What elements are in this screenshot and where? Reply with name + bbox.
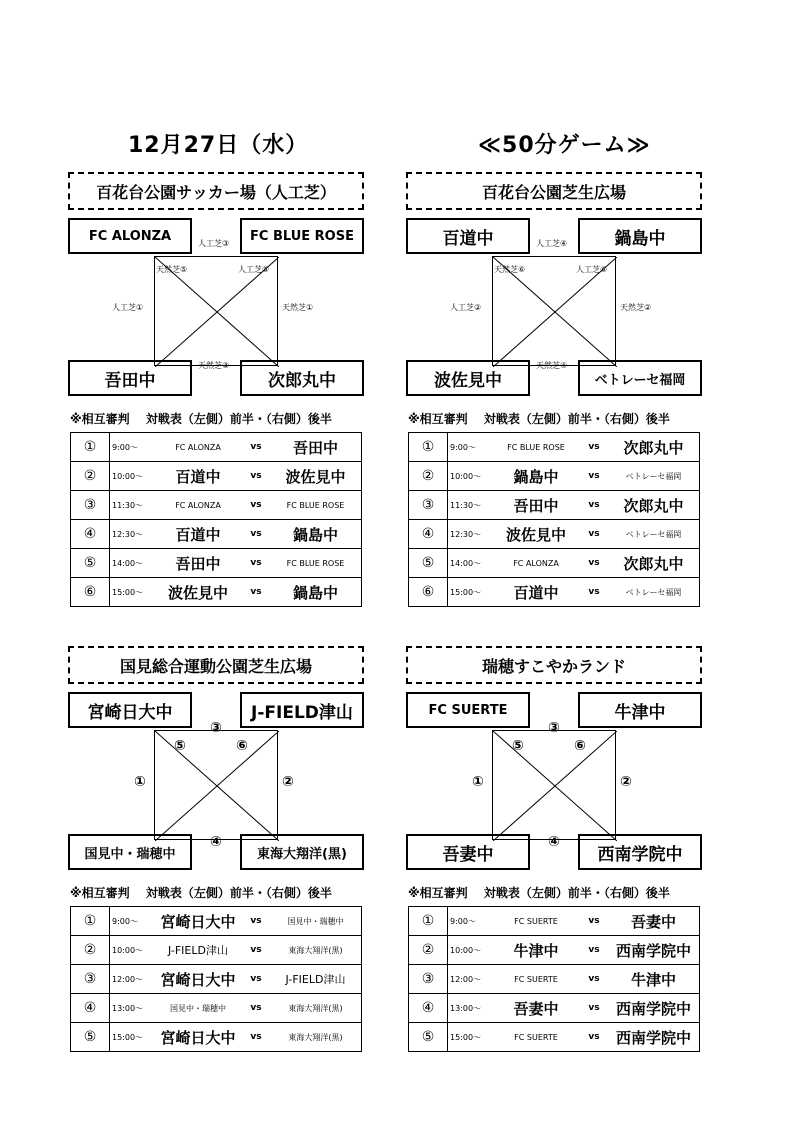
vs-label: vs	[242, 578, 270, 607]
table-row	[71, 433, 362, 462]
home-team: 波佐見中	[154, 578, 242, 607]
away-team: J-FIELD津山	[270, 965, 362, 994]
team-box-top-left: FC SUERTE	[406, 692, 530, 728]
away-team: 鍋島中	[270, 520, 362, 549]
away-team: 西南学院中	[608, 994, 700, 1023]
vs-label: vs	[242, 1023, 270, 1052]
vs-label: vs	[580, 936, 608, 965]
kickoff-time: 15:00～	[448, 578, 493, 607]
match-number: ⑤	[71, 549, 110, 578]
vs-label: vs	[580, 549, 608, 578]
table-row	[409, 462, 700, 491]
away-team: 国見中・瑞穂中	[270, 907, 362, 936]
match-number: ③	[71, 965, 110, 994]
team-box-bottom-left: 吾妻中	[406, 834, 530, 870]
match-number: ⑤	[409, 1023, 448, 1052]
home-team: 宮崎日大中	[154, 1023, 242, 1052]
home-team: 鍋島中	[492, 462, 580, 491]
team-box-top-left: 百道中	[406, 218, 530, 254]
referee-note: ※相互審判 対戦表（左側）前半・（右側）後半	[70, 412, 332, 426]
home-team: FC ALONZA	[154, 491, 242, 520]
game-label-diag-right: ⑥	[574, 738, 586, 754]
kickoff-time: 15:00～	[110, 578, 155, 607]
table-row	[409, 936, 700, 965]
game-label-diag-right: 人工芝⑥	[576, 265, 608, 274]
kickoff-time: 12:00～	[448, 965, 493, 994]
match-number: ②	[409, 462, 448, 491]
home-team: 吾妻中	[492, 994, 580, 1023]
game-label-diag-left: ⑤	[512, 738, 524, 754]
away-team: 次郎丸中	[608, 433, 700, 462]
match-number: ②	[71, 462, 110, 491]
game-label-right: 天然芝②	[620, 303, 652, 312]
away-team: ベトレーセ福岡	[608, 462, 700, 491]
home-team: 宮崎日大中	[154, 907, 242, 936]
kickoff-time: 13:00～	[110, 994, 155, 1023]
away-team: 西南学院中	[608, 1023, 700, 1052]
kickoff-time: 11:30～	[110, 491, 155, 520]
team-box-top-right: J-FIELD津山	[240, 692, 364, 728]
home-team: 宮崎日大中	[154, 965, 242, 994]
vs-label: vs	[580, 520, 608, 549]
table-row	[409, 1023, 700, 1052]
home-team: 吾田中	[492, 491, 580, 520]
match-number: ②	[409, 936, 448, 965]
table-row	[71, 520, 362, 549]
away-team: 吾田中	[270, 433, 362, 462]
match-number: ④	[71, 994, 110, 1023]
team-box-top-left: FC ALONZA	[68, 218, 192, 254]
game-label-diag-left: 天然芝⑥	[494, 265, 526, 274]
game-label-top: ③	[548, 720, 560, 736]
vs-label: vs	[580, 578, 608, 607]
away-team: ベトレーセ福岡	[608, 578, 700, 607]
team-box-top-right: 牛津中	[578, 692, 702, 728]
date-heading: 12月27日（水）	[128, 133, 309, 158]
table-row	[409, 549, 700, 578]
table-row	[409, 907, 700, 936]
match-number: ⑤	[71, 1023, 110, 1052]
game-label-left: 人工芝①	[112, 303, 144, 312]
vs-label: vs	[580, 907, 608, 936]
referee-note: ※相互審判 対戦表（左側）前半・（右側）後半	[70, 886, 332, 900]
home-team: FC SUERTE	[492, 965, 580, 994]
team-box-top-left: 宮崎日大中	[68, 692, 192, 728]
match-number: ④	[71, 520, 110, 549]
vs-label: vs	[242, 936, 270, 965]
kickoff-time: 9:00～	[110, 433, 155, 462]
kickoff-time: 10:00～	[448, 462, 493, 491]
kickoff-time: 9:00～	[448, 907, 493, 936]
match-number: ①	[71, 907, 110, 936]
away-team: FC BLUE ROSE	[270, 549, 362, 578]
away-team: 東海大翔洋(黒)	[270, 994, 362, 1023]
team-box-bottom-left: 国見中・瑞穂中	[68, 834, 192, 870]
vs-label: vs	[580, 491, 608, 520]
match-diagram	[492, 730, 616, 840]
match-number: ①	[409, 433, 448, 462]
away-team: 次郎丸中	[608, 549, 700, 578]
schedule-table	[408, 432, 700, 607]
away-team: 東海大翔洋(黒)	[270, 936, 362, 965]
table-row	[409, 578, 700, 607]
away-team: 鍋島中	[270, 578, 362, 607]
vs-label: vs	[242, 520, 270, 549]
away-team: 西南学院中	[608, 936, 700, 965]
kickoff-time: 14:00～	[110, 549, 155, 578]
match-number: ③	[71, 491, 110, 520]
table-row	[409, 491, 700, 520]
team-box-bottom-left: 波佐見中	[406, 360, 530, 396]
vs-label: vs	[242, 994, 270, 1023]
venue-title: 百花台公園サッカー場（人工芝）	[68, 172, 364, 210]
game-label-bottom: 天然芝③	[198, 361, 230, 370]
home-team: FC ALONZA	[492, 549, 580, 578]
table-row	[71, 549, 362, 578]
game-label-right: 天然芝①	[282, 303, 314, 312]
vs-label: vs	[242, 462, 270, 491]
home-team: FC SUERTE	[492, 1023, 580, 1052]
team-box-bottom-left: 吾田中	[68, 360, 192, 396]
home-team: 国見中・瑞穂中	[154, 994, 242, 1023]
vs-label: vs	[242, 433, 270, 462]
referee-note: ※相互審判 対戦表（左側）前半・（右側）後半	[408, 412, 670, 426]
table-row	[409, 965, 700, 994]
vs-label: vs	[242, 491, 270, 520]
vs-label: vs	[580, 462, 608, 491]
home-team: 百道中	[492, 578, 580, 607]
table-row	[71, 994, 362, 1023]
kickoff-time: 10:00～	[110, 936, 155, 965]
table-row	[71, 965, 362, 994]
game-label-left: 人工芝②	[450, 303, 482, 312]
match-number: ④	[409, 994, 448, 1023]
away-team: ベトレーセ福岡	[608, 520, 700, 549]
game-label-bottom: ④	[210, 834, 222, 850]
home-team: 牛津中	[492, 936, 580, 965]
home-team: FC BLUE ROSE	[492, 433, 580, 462]
table-row	[409, 433, 700, 462]
vs-label: vs	[580, 1023, 608, 1052]
kickoff-time: 12:30～	[448, 520, 493, 549]
match-number: ①	[409, 907, 448, 936]
kickoff-time: 12:00～	[110, 965, 155, 994]
game-label-top: 人工芝③	[198, 239, 230, 248]
kickoff-time: 12:30～	[110, 520, 155, 549]
venue-title: 国見総合運動公園芝生広場	[68, 646, 364, 684]
match-number: ①	[71, 433, 110, 462]
game-label-top: 人工芝④	[536, 239, 568, 248]
venue-title: 瑞穂すこやかランド	[406, 646, 702, 684]
match-number: ⑥	[409, 578, 448, 607]
kickoff-time: 15:00～	[110, 1023, 155, 1052]
kickoff-time: 13:00～	[448, 994, 493, 1023]
match-number: ③	[409, 491, 448, 520]
team-box-top-right: 鍋島中	[578, 218, 702, 254]
kickoff-time: 10:00～	[448, 936, 493, 965]
schedule-table	[408, 906, 700, 1052]
game-label-right: ②	[282, 774, 294, 790]
match-number: ⑤	[409, 549, 448, 578]
match-number: ③	[409, 965, 448, 994]
game-length-heading: ≪50分ゲーム≫	[478, 133, 651, 158]
away-team: FC BLUE ROSE	[270, 491, 362, 520]
away-team: 牛津中	[608, 965, 700, 994]
team-box-bottom-right: 次郎丸中	[240, 360, 364, 396]
home-team: FC SUERTE	[492, 907, 580, 936]
table-row	[409, 994, 700, 1023]
away-team: 東海大翔洋(黒)	[270, 1023, 362, 1052]
team-box-bottom-right: 東海大翔洋(黒)	[240, 834, 364, 870]
game-label-left: ①	[472, 774, 484, 790]
game-label-diag-right: ⑥	[236, 738, 248, 754]
kickoff-time: 10:00～	[110, 462, 155, 491]
vs-label: vs	[242, 965, 270, 994]
table-row	[71, 491, 362, 520]
home-team: 吾田中	[154, 549, 242, 578]
table-row	[71, 462, 362, 491]
game-label-diag-left: ⑤	[174, 738, 186, 754]
game-label-top: ③	[210, 720, 222, 736]
table-row	[71, 578, 362, 607]
away-team: 波佐見中	[270, 462, 362, 491]
venue-title: 百花台公園芝生広場	[406, 172, 702, 210]
game-label-left: ①	[134, 774, 146, 790]
vs-label: vs	[242, 549, 270, 578]
match-diagram	[154, 730, 278, 840]
team-box-bottom-right: 西南学院中	[578, 834, 702, 870]
game-label-diag-right: 人工芝⑤	[238, 265, 270, 274]
table-row	[71, 907, 362, 936]
table-row	[71, 936, 362, 965]
away-team: 吾妻中	[608, 907, 700, 936]
kickoff-time: 14:00～	[448, 549, 493, 578]
vs-label: vs	[580, 965, 608, 994]
game-label-bottom: 天然芝④	[536, 361, 568, 370]
home-team: 波佐見中	[492, 520, 580, 549]
kickoff-time: 9:00～	[110, 907, 155, 936]
team-box-top-right: FC BLUE ROSE	[240, 218, 364, 254]
match-number: ②	[71, 936, 110, 965]
schedule-table	[70, 906, 362, 1052]
kickoff-time: 9:00～	[448, 433, 493, 462]
game-label-bottom: ④	[548, 834, 560, 850]
home-team: 百道中	[154, 520, 242, 549]
kickoff-time: 15:00～	[448, 1023, 493, 1052]
table-row	[71, 1023, 362, 1052]
vs-label: vs	[242, 907, 270, 936]
game-label-diag-left: 天然芝⑤	[156, 265, 188, 274]
referee-note: ※相互審判 対戦表（左側）前半・（右側）後半	[408, 886, 670, 900]
team-box-bottom-right: ベトレーセ福岡	[578, 360, 702, 396]
table-row	[409, 520, 700, 549]
away-team: 次郎丸中	[608, 491, 700, 520]
home-team: FC ALONZA	[154, 433, 242, 462]
vs-label: vs	[580, 994, 608, 1023]
match-number: ④	[409, 520, 448, 549]
home-team: 百道中	[154, 462, 242, 491]
kickoff-time: 11:30～	[448, 491, 493, 520]
match-number: ⑥	[71, 578, 110, 607]
vs-label: vs	[580, 433, 608, 462]
game-label-right: ②	[620, 774, 632, 790]
home-team: J-FIELD津山	[154, 936, 242, 965]
schedule-table	[70, 432, 362, 607]
